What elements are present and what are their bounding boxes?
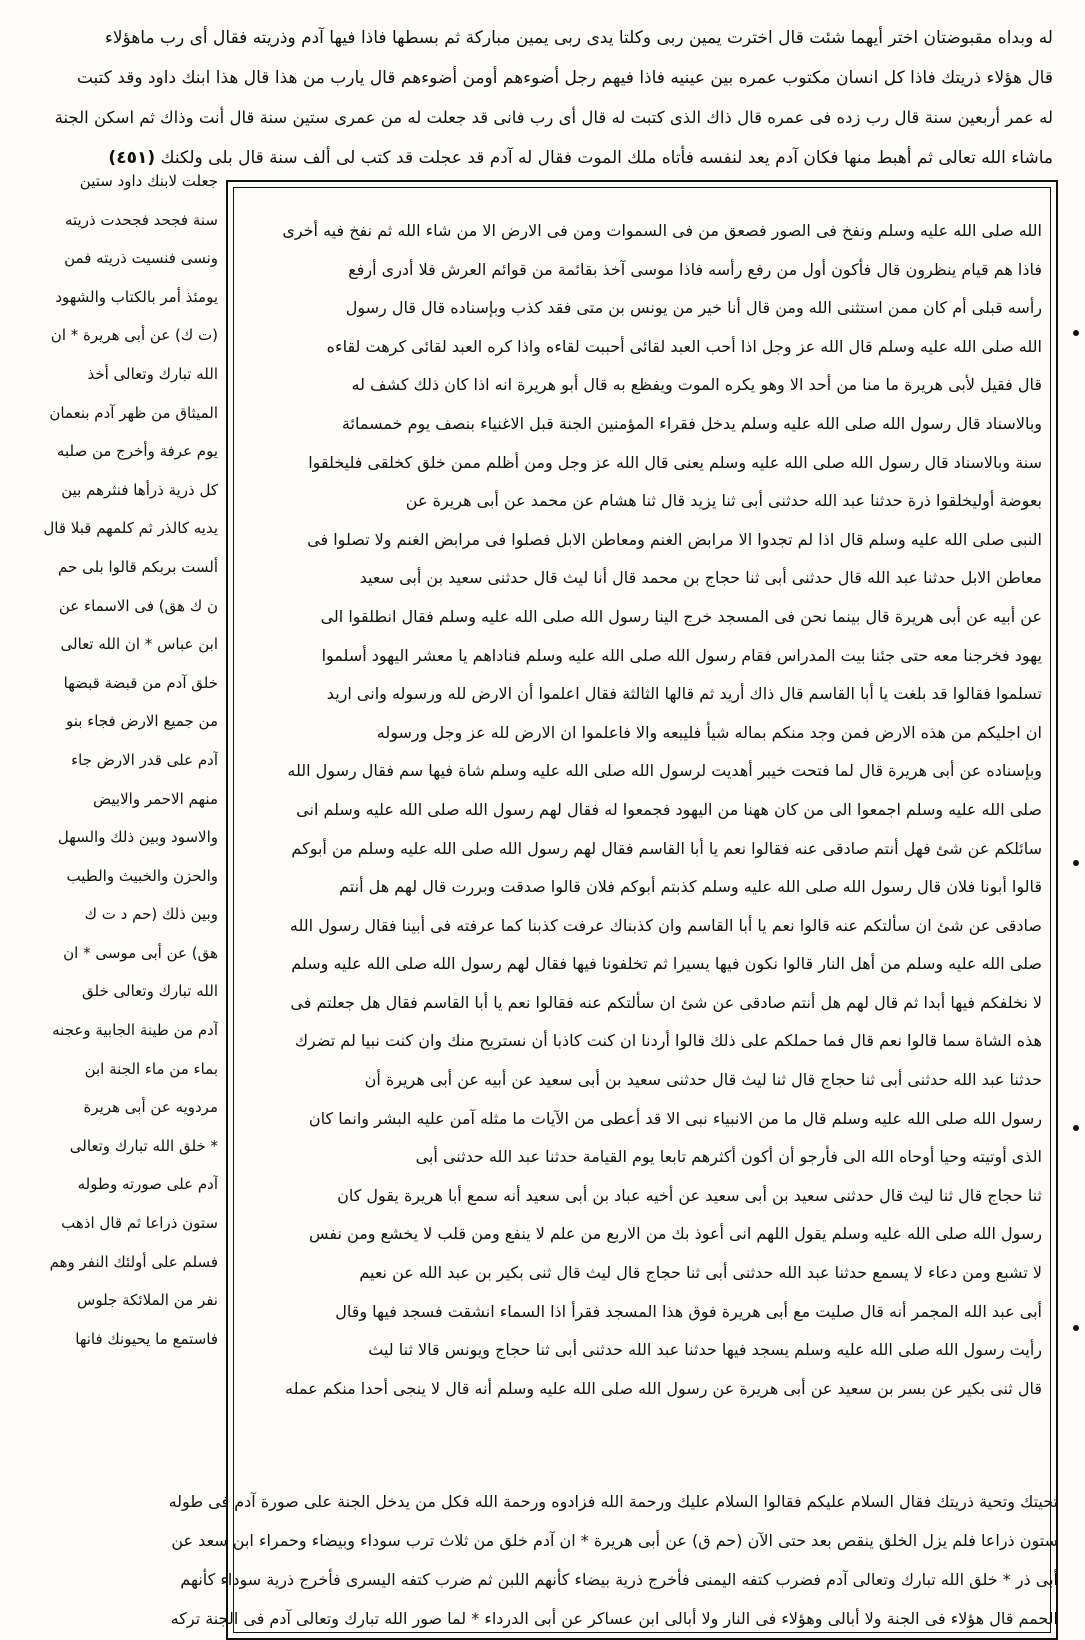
main-text-line: قال ثنى بكير عن بسر بن سعيد عن أبى هريرة عن رسول الله صلى الله عليه وسلم أنه قال لا ينجى أحدا منكم عمله <box>285 1378 1042 1398</box>
margin-text-line: (ت ك) عن أبى هريرة * ان <box>50 326 218 345</box>
margin-text-line: منهم الاحمر والابيض <box>93 789 218 808</box>
margin-text-line: بماء من ماء الجنة ابن <box>84 1059 218 1078</box>
header-line: له وبداه مقبوضتان اختر أيهما شئت قال اخترت يمين ربى وكلتا يدى ربى يمين مباركة ثم بسطها فاذا فيها آدم وذريته فقال أى رب ماهؤلاء <box>104 28 1053 48</box>
margin-text-line: نفر من الملائكة جلوس <box>77 1291 218 1310</box>
margin-text-line: * خلق الله تبارك وتعالى <box>69 1136 218 1155</box>
margin-text-line: الميثاق من ظهر آدم بنعمان <box>49 403 218 422</box>
main-text-line: ان اجليكم من هذه الارض فمن وجد منكم بماله شيأ فليبعه والا فاعلموا ان الارض لله عز وجل ورسوله <box>376 722 1042 742</box>
margin-commentary-column <box>14 162 218 1358</box>
margin-text-line: من جميع الارض فجاء بنو <box>65 712 218 731</box>
main-text-line: رسول الله صلى الله عليه وسلم قال ما من الانبياء نبى الا قد أعطى من الآيات ما مثله آمن عليه البشر وانما كان <box>308 1108 1042 1128</box>
main-text-line: يهود فخرجنا معه حتى جئنا بيت المدراس فقام رسول الله صلى الله عليه وسلم فناداهم يا معشر اليهود أسلموا <box>321 645 1042 665</box>
margin-text-line: ألست بربكم قالوا بلى حم <box>58 557 218 576</box>
main-text-line: قالوا أبونا فلان قال رسول الله صلى الله عليه وسلم كذبتم أبوكم فلان قالوا صدقت وبررت قال لهم هل أنتم <box>339 877 1042 897</box>
footer-line: ستون ذراعا فلم يزل الخلق ينقص بعد حتى الآن (حم ق) عن أبى هريرة * ان آدم خلق من ثلاث ترب سوداء وبيضاء وحمراء ابن سعد عن <box>171 1531 1058 1550</box>
main-text-line: الذى أوتيته وحيا أوحاه الله الى فأرجو أن أكون أكثرهم تابعا يوم القيامة حدثنا عبد الله حدثنى أبى <box>415 1147 1042 1167</box>
margin-dot-mark <box>1073 860 1079 866</box>
main-text-line: وبالاسناد قال رسول الله صلى الله عليه وسلم يدخل فقراء المؤمنين الجنة قبل الاغنياء بنصف يوم خمسمائة <box>341 413 1042 433</box>
page-number: (٤٥١) <box>108 148 156 168</box>
main-text-line: رسول الله صلى الله عليه وسلم يقول اللهم انى أعوذ بك من الاربع من علم لا ينفع ومن قلب لا يخشع ومن نفس <box>308 1224 1042 1244</box>
main-text-line: الله صلى الله عليه وسلم قال الله عز وجل اذا أحب العبد لقائى أحببت لقاءه واذا كره العبد لقائى كرهت لقاءه <box>326 336 1042 356</box>
main-text-line: لا تشبع ومن دعاء لا يسمع حدثنا عبد الله حدثنى أبى ثنا حجاج قال ليث قال ثنى بكير بن عبد الله عن نعيم <box>359 1263 1042 1283</box>
margin-text-line: يديه كالذر ثم كلمهم قبلا قال <box>43 519 218 538</box>
footer-line: أبى ذر * خلق الله تبارك وتعالى آدم فضرب كتفه اليمنى فأخرج ذرية بيضاء كأنهم اللبن ثم ضرب كتفه اليسرى فأخرج ذرية سوداء كأنهم <box>180 1570 1058 1589</box>
header-line-text: ماشاء الله تعالى ثم أهبط منها فكان آدم يعد لنفسه فأتاه ملك الموت فقال له آدم قد عجلت قد كتب لى ألف سنة قال بلى ولكنك <box>160 148 1053 168</box>
margin-text-line: فسلم على أولئك النفر وهم <box>49 1252 218 1271</box>
margin-text-line: والاسود وبين ذلك والسهل <box>57 828 218 847</box>
margin-text-line: جعلت لابنك داود ستين <box>79 172 218 190</box>
margin-text-line: كل ذرية ذرأها فنثرهم بين <box>61 480 218 499</box>
main-text-line: حدثنا عبد الله حدثنى أبى ثنا حجاج قال ثنا ليث قال حدثنى سعيد بن أبى سعيد عن أبيه عن أبى هريرة أن <box>364 1070 1042 1090</box>
footer-text-block <box>28 1482 1058 1638</box>
margin-text-line: فاستمع ما يحيونك فانها <box>75 1329 218 1348</box>
margin-text-line: آدم على قدر الارض جاء <box>71 750 218 769</box>
main-text-line: رأسه قبلى أم كان ممن استثنى الله ومن قال أنا خير من يونس بن متى فقد كذب وبإسناده قال قال رسول <box>345 298 1042 318</box>
main-text-line: أبى عبد الله المجمر أنه قال صليت مع أبى هريرة فوق هذا المسجد فقرأ اذا السماء انشقت فسجد فيها وقال <box>335 1301 1042 1321</box>
main-text-line: ثنا حجاج قال ثنا ليث قال حدثنى سعيد بن أبى سعيد عن أخيه عباد بن أبى سعيد أنه سمع أبا هريرة يقول كان <box>337 1185 1042 1205</box>
header-line: قال هؤلاء ذريتك فاذا كل انسان مكتوب عمره بين عينيه فاذا فيهم رجل أضوءهم أومن أضوءهم قال يارب من هذا قال هذا ابنك داود وقد كتبت <box>76 68 1053 88</box>
margin-text-line: مردويه عن أبى هريرة <box>83 1098 218 1117</box>
main-text-line: صلى الله عليه وسلم من أهل النار قالوا نكون فيها يسيرا ثم تخلفونا فيها فقال لهم رسول الله صلى الله عليه وسلم <box>291 954 1042 974</box>
margin-dot-mark <box>1073 330 1079 336</box>
margin-text-line: آدم على صورته وطوله <box>77 1175 218 1194</box>
margin-text-line: الله تبارك وتعالى أخذ <box>87 364 218 383</box>
main-text-line: سائلكم عن شئ فهل أنتم صادقى عنه فقالوا نعم يا أبا القاسم فقال لهم رسول الله صلى الله عليه وسلم من أبوكم <box>291 838 1042 858</box>
margin-text-line: الله تبارك وتعالى خلق <box>82 982 218 1001</box>
margin-text-line: ابن عباس * ان الله تعالى <box>60 635 218 654</box>
main-text-line: الله صلى الله عليه وسلم ونفخ فى الصور فصعق من فى السموات ومن فى الارض الا من شاء الله ثم نفخ فيه أخرى <box>282 221 1042 240</box>
header-text-block <box>38 18 1053 178</box>
main-text-line: وبإسناده عن أبى هريرة قال لما فتحت خيبر أهديت لرسول الله صلى الله عليه وسلم شاة فيها سم فقال رسول الله <box>287 761 1042 781</box>
main-text-line: لا نخلفكم فيها أبدا ثم قال لهم هل أنتم صادقى عن شئ ان سألتكم عنه فقالوا نعم يا أبا القاسم فقال هل جعلتم فى <box>290 992 1042 1012</box>
margin-text-line: ن ك هق) فى الاسماء عن <box>58 596 218 615</box>
main-text-line: قال فقيل لأبى هريرة ما منا من أحد الا وهو يكره الموت ويفظع به قال أبو هريرة انه اذا كان ذلك كشف له <box>351 375 1042 395</box>
margin-text-line: والحزن والخبيث والطيب <box>66 866 218 885</box>
main-text-line: النبى صلى الله عليه وسلم قال اذا لم تجدوا الا مرابض الغنم ومعاطن الابل فصلوا فى مرابض الغنم ولا تصلوا فى <box>307 529 1042 549</box>
main-text-line: سنة وبالاسناد قال رسول الله صلى الله عليه وسلم يعنى قال الله عز وجل ومن أظلم ممن خلق كخلقى فليخلقوا <box>308 452 1042 472</box>
main-text-line: فاذا هم قيام ينظرون قال فأكون أول من رفع رأسه فاذا موسى آخذ بقائمة من قوائم العرش فلا أدرى أرفع <box>348 259 1042 279</box>
margin-text-line: خلق آدم من قبضة قبضها <box>63 673 218 692</box>
main-text-line: صلى الله عليه وسلم اجمعوا الى من كان ههنا من اليهود فجمعوا له فقال لهم رسول الله صلى الله عليه وسلم انى <box>296 799 1042 819</box>
main-text-line: تسلموا فقالوا قد بلغت يا أبا القاسم قال ذاك أريد ثم قالها الثالثة فقال اعلموا أن الارض لله ورسوله وانى اريد <box>326 684 1042 704</box>
margin-text-line: ستون ذراعا ثم قال اذهب <box>61 1214 218 1233</box>
margin-text-line: وبين ذلك (حم د ت ك <box>84 905 218 924</box>
main-text-line: رأيت رسول الله صلى الله عليه وسلم يسجد فيها حدثنا عبد الله حدثنى أبى ثنا حجاج ويونس قالا ثنا ليث <box>368 1340 1042 1360</box>
main-text-line: عن أبيه عن أبى هريرة قال بينما نحن فى المسجد خرج الينا رسول الله صلى الله عليه وسلم فقال انطلقوا الى <box>320 606 1042 626</box>
main-text-line: معاطن الابل حدثنا عبد الله قال حدثنى أبى ثنا حجاج بن محمد قال أنا ليث قال حدثنى سعيد بن أبى سعيد <box>359 568 1042 588</box>
main-text-line: هذه الشاة سما قالوا نعم قال فما حملكم على ذلك قالوا أردنا ان كنت كاذبا أن نستريح منك وان كنت نبيا لم تضرك <box>294 1031 1042 1051</box>
margin-text-line: آدم من طينة الجابية وعجنه <box>52 1021 218 1040</box>
margin-dot-mark <box>1073 1125 1079 1131</box>
footer-line: الحمم قال هؤلاء فى الجنة ولا أبالى وهؤلاء فى النار ولا أبالى ابن عساكر عن أبى الدرداء * لما صور الله تبارك وتعالى آدم فى الجنة تركه <box>170 1609 1058 1628</box>
margin-text-line: يوم عرفة وأخرج من صلبه <box>56 442 218 461</box>
margin-text-line: هق) عن أبى موسى * ان <box>63 943 218 962</box>
main-text-block <box>242 212 1042 1408</box>
margin-text-line: يومئذ أمر بالكتاب والشهود <box>55 287 218 306</box>
header-line: له عمر أربعين سنة قال رب زده فى عمره قال ذاك الذى كتبت له قال أى رب فانى قد جعلت له من عمرى ستين سنة قال أنت وذاك ثم اسكن الجنة <box>54 108 1053 127</box>
main-text-line: بعوضة أوليخلقوا ذرة حدثنا عبد الله حدثنى أبى ثنا يزيد قال ثنا هشام عن محمد عن أبى هريرة عن <box>405 491 1042 511</box>
main-text-frame <box>226 180 1058 1640</box>
margin-dot-mark <box>1073 1325 1079 1331</box>
footer-line: تحيتك وتحية ذريتك فقال السلام عليكم فقالوا السلام عليك ورحمة الله فزادوه ورحمة الله فكل من يدخل الجنة على صورة آدم فى طوله <box>168 1492 1058 1511</box>
main-text-line: صادقى عن شئ ان سألتكم عنه قالوا نعم يا أبا القاسم وان كذبناك عرفت كذبنا كما عرفته فى أبينا فقال رسول الله <box>289 915 1042 935</box>
margin-text-line: سنة فجحد فجحدت ذريته <box>64 210 218 229</box>
margin-text-line: ونسى فنسيت ذريته فمن <box>64 249 218 268</box>
